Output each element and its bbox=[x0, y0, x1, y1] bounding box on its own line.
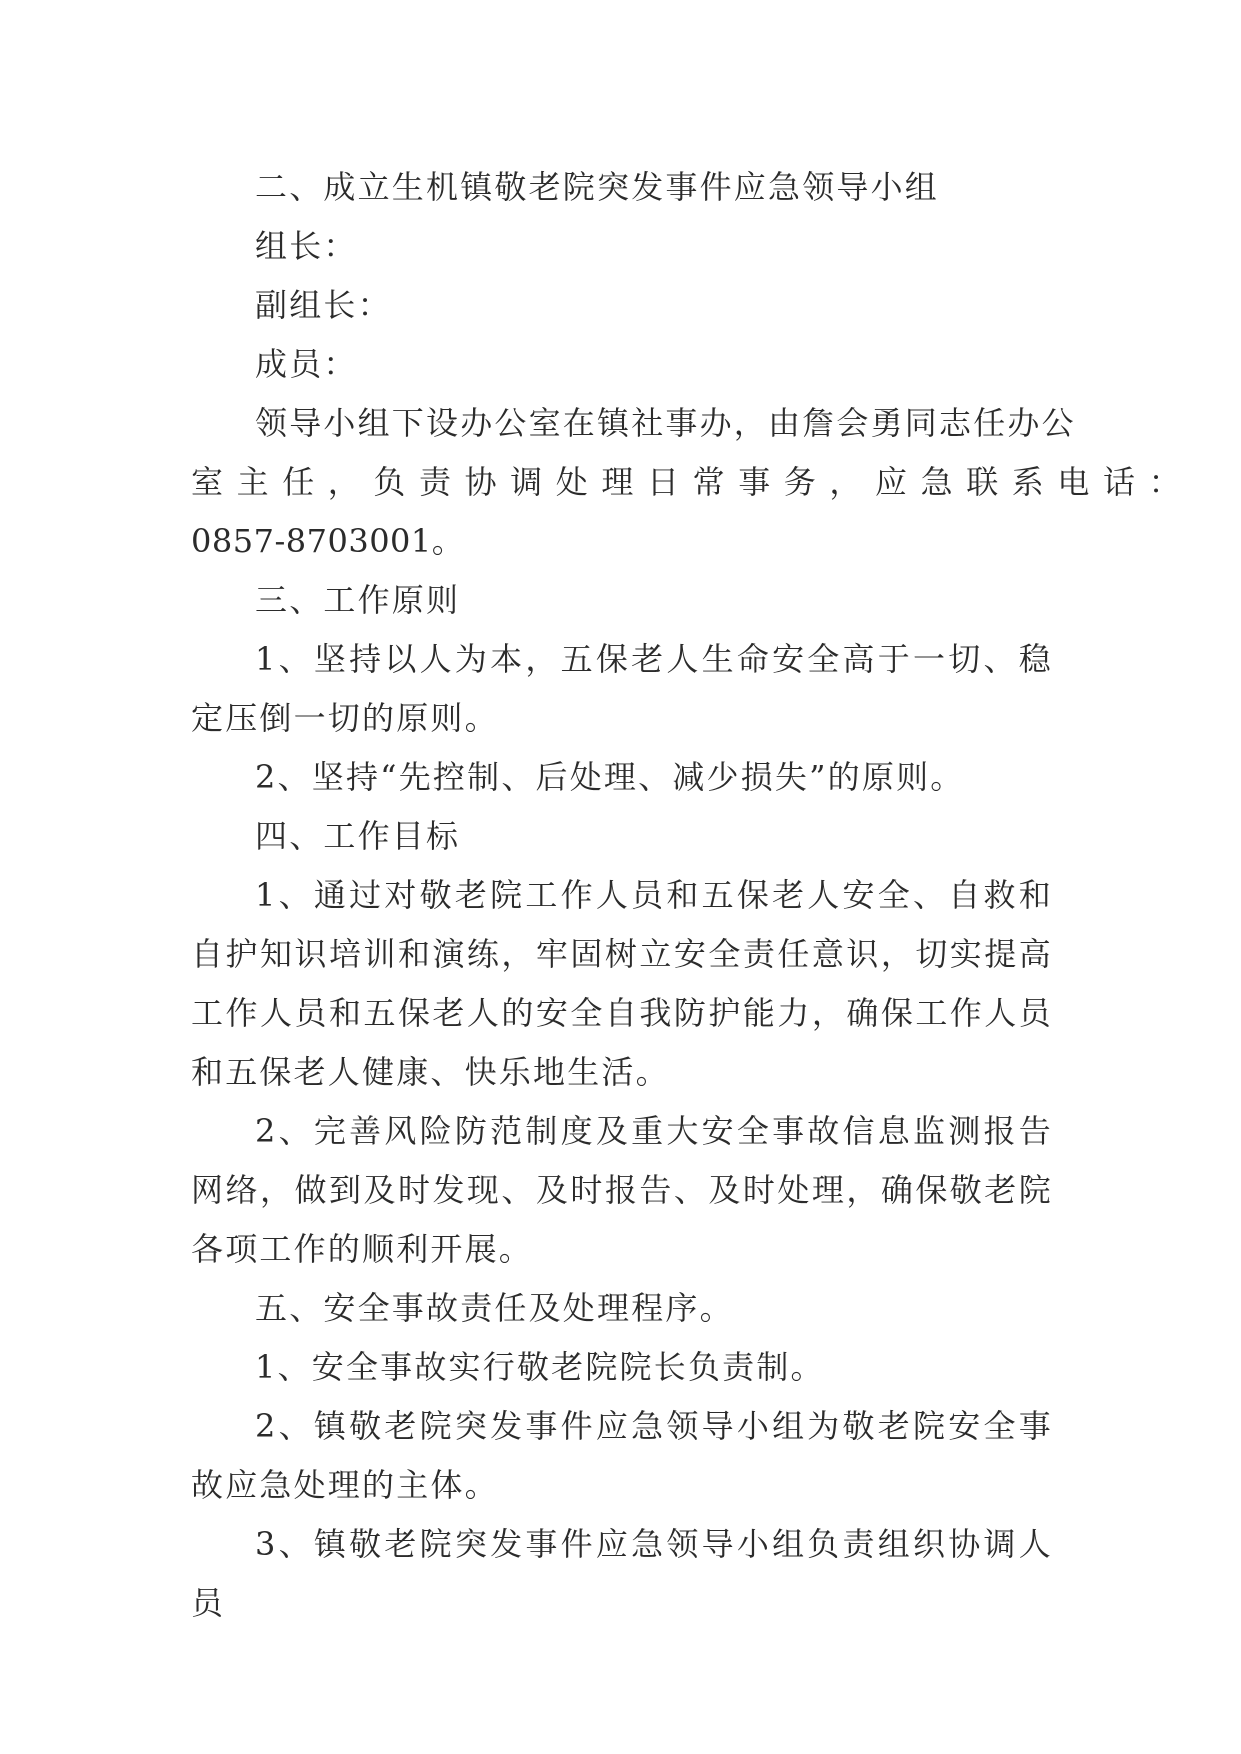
responsibility-3: 3、镇敬老院突发事件应急领导小组负责组织协调人员 bbox=[191, 1525, 1053, 1622]
members-field: 成员： bbox=[255, 345, 358, 383]
office-paragraph-line-2: 室主任，负责协调处理日常事务，应急联系电话： bbox=[191, 463, 1195, 501]
section-heading-4: 四、工作目标 bbox=[255, 817, 461, 855]
leader-field: 组长： bbox=[255, 227, 358, 265]
office-paragraph bbox=[191, 394, 1195, 571]
deputy-leader-field: 副组长： bbox=[255, 286, 392, 324]
document-body bbox=[191, 158, 1195, 1633]
section-heading-3: 三、工作原则 bbox=[255, 581, 461, 619]
section-heading-5: 五、安全事故责任及处理程序。 bbox=[255, 1289, 734, 1327]
responsibility-1: 1、安全事故实行敬老院院长负责制。 bbox=[255, 1348, 825, 1386]
principle-1: 1、坚持以人为本，五保老人生命安全高于一切、稳定压倒一切的原则。 bbox=[191, 640, 1053, 737]
goal-1: 1、通过对敬老院工作人员和五保老人安全、自救和自护知识培训和演练，牢固树立安全责任意识，切实提高工作人员和五保老人的安全自我防护能力，确保工作人员和五保老人健康、快乐地生活。 bbox=[191, 876, 1053, 1091]
section-heading-2: 二、成立生机镇敬老院突发事件应急领导小组 bbox=[255, 168, 940, 206]
office-paragraph-line-1: 领导小组下设办公室在镇社事办，由詹会勇同志任办公 bbox=[255, 404, 1076, 442]
emergency-phone: 0857-8703001。 bbox=[191, 522, 465, 560]
principle-2: 2、坚持“先控制、后处理、减少损失”的原则。 bbox=[255, 758, 965, 796]
responsibility-2: 2、镇敬老院突发事件应急领导小组为敬老院安全事故应急处理的主体。 bbox=[191, 1407, 1053, 1504]
goal-2: 2、完善风险防范制度及重大安全事故信息监测报告网络，做到及时发现、及时报告、及时处理，确保敬老院各项工作的顺利开展。 bbox=[191, 1112, 1053, 1268]
